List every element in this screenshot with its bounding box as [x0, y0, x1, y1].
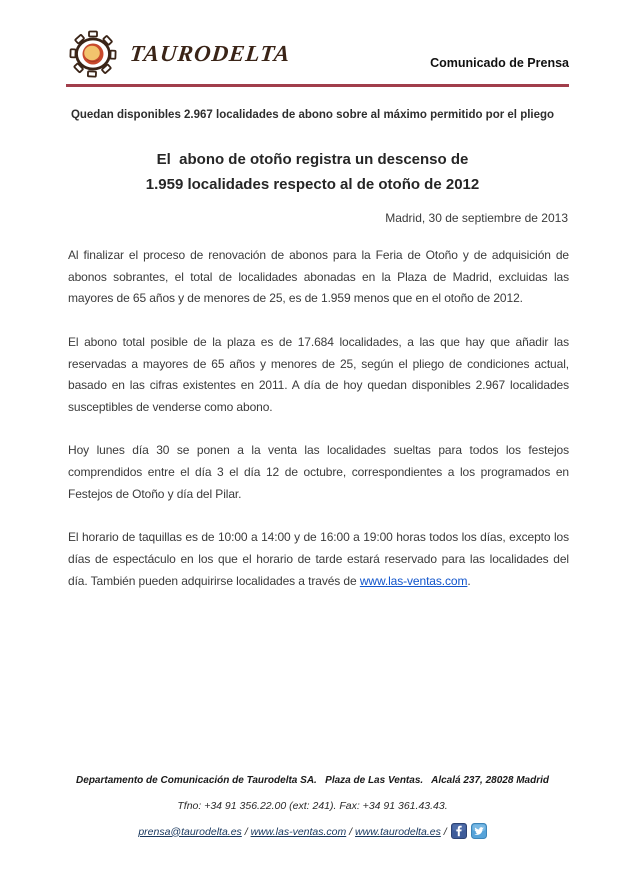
footer-links-line	[0, 823, 625, 842]
headline-line2: 1.959 localidades respecto al de otoño de 2012	[145, 176, 480, 193]
body-paragraph-3: Hoy lunes día 30 se ponen a la venta las localidades sueltas para todos los festejos comprendidos entre el día 3 el día 12 de octubre, correspondientes a los programados en Festejos de Otoño y día del Pilar.	[68, 443, 569, 501]
links-separator-1: /	[241, 825, 251, 838]
las-ventas-link[interactable]: www.las-ventas.com	[359, 573, 468, 588]
links-separator-2: /	[346, 825, 356, 838]
las-ventas-footer-link[interactable]: www.las-ventas.com	[250, 825, 347, 838]
header	[66, 30, 569, 78]
links-separator-3: /	[440, 825, 447, 838]
header-rule	[66, 84, 569, 87]
logo-wordmark: TAURODELTA	[128, 41, 292, 66]
taurodelta-footer-link[interactable]: www.taurodelta.es	[355, 825, 441, 838]
taurodelta-logo	[66, 30, 290, 78]
subheadline: Quedan disponibles 2.967 localidades de abono sobre al máximo permitido por el pliego	[70, 109, 555, 121]
body-copy	[68, 245, 569, 592]
email-link[interactable]: prensa@taurodelta.es	[138, 825, 242, 838]
footer-department-line: Departamento de Comunicación de Taurodelta SA. Plaza de Las Ventas. Alcalá 237, 28028 Madrid	[76, 775, 549, 786]
document-type-label: Comunicado de Prensa	[430, 56, 569, 70]
twitter-icon[interactable]	[471, 823, 487, 842]
headline	[30, 147, 595, 197]
footer-phone-line: Tfno: +34 91 356.22.00 (ext: 241). Fax: +34 91 361.43.43.	[177, 800, 448, 812]
footer	[0, 775, 625, 852]
headline-line1: El abono de otoño registra un descenso de	[156, 151, 469, 168]
closing-paragraph-text: El horario de taquillas es de 10:00 a 14:00 y de 16:00 a 19:00 horas todos los días, excepto los días de espectáculo en los que el horario de tarde estará reservado para las localidades del día. También pueden adquirirse localidades a través de	[68, 530, 569, 588]
dateline: Madrid, 30 de septiembre de 2013	[385, 211, 568, 225]
body-paragraph-4	[68, 527, 569, 592]
facebook-icon[interactable]	[451, 823, 467, 842]
body-paragraph-2: El abono total posible de la plaza es de 17.684 localidades, a las que hay que añadir las reservadas a mayores de 65 años y menores de 25, según el pliego de condiciones actual, basado en las cifras existentes en 2011. A día de hoy quedan disponibles 2.967 localidades susceptibles de venderse como abono.	[68, 334, 569, 414]
closing-paragraph-period: .	[467, 573, 471, 588]
body-paragraph-1: Al finalizar el proceso de renovación de abonos para la Feria de Otoño y de adquisición de abonos sobrantes, el total de localidades abonadas en la Plaza de Madrid, excluidas las mayores de 65 años y de menores de 25, es de 1.959 menos que en el otoño de 2012.	[68, 248, 569, 306]
bullring-icon	[66, 30, 120, 78]
